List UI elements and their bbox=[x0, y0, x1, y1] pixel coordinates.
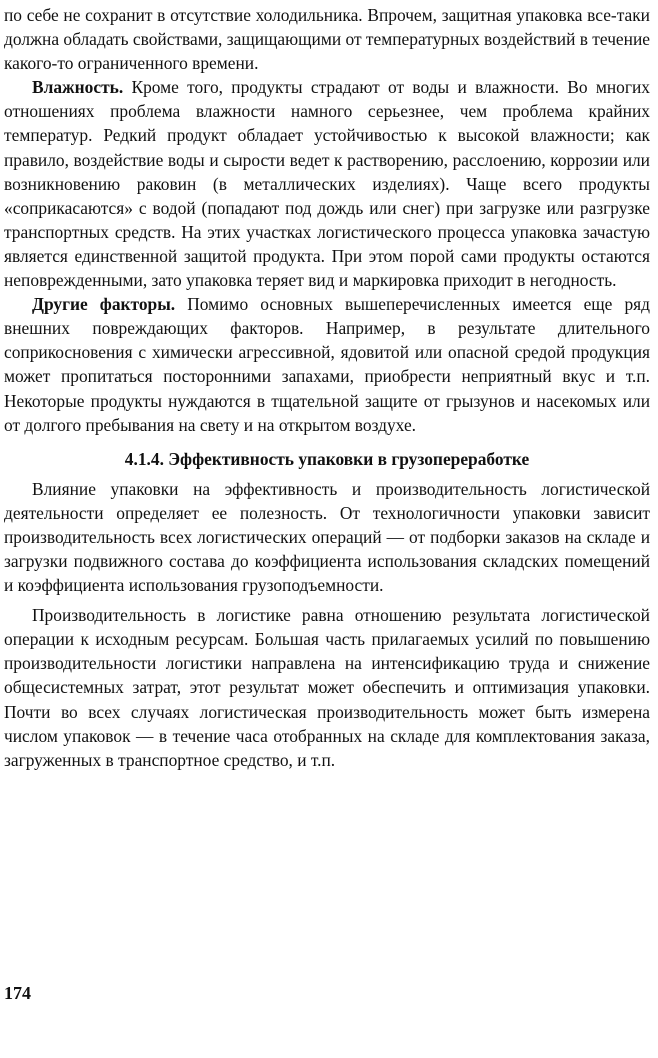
paragraph-text: Кроме того, продукты страдают от воды и влажности. Во многих отношениях проблема влажности намного серьезнее, чем проблема крайних температур. Редкий продукт обладает устойчивостью к высокой влажности; как правило, воздействие воды и сырости ведет к растворению, расслоению, коррозии или возникновению раковин (в металлических изделиях). Чаще всего продукты «соприкасаются» с водой (попадают под дождь или снег) при загрузке или разгрузке транспортных средств. На этих участках логистического процесса упаковка зачастую является единственной защитой продукта. При этом порой сами продукты остаются неповрежденными, зато упаковка теряет вид и маркировка приходит в негодность. bbox=[4, 77, 650, 291]
paragraph-other-factors bbox=[4, 292, 650, 437]
paragraph-text: по себе не сохранит в отсутствие холодильника. Впрочем, защитная упаковка все-таки должна обладать свойствами, защищающими от температурных воздействий в течение какого-то ограниченного времени. bbox=[4, 5, 650, 74]
run-in-heading-other-factors: Другие факторы. bbox=[32, 294, 176, 315]
paragraph-humidity bbox=[4, 75, 650, 292]
section-heading: 4.1.4. Эффективность упаковки в грузопереработке bbox=[124, 448, 530, 469]
paragraph-text: Помимо основных вышеперечисленных имеется еще ряд внешних повреждающих факторов. Например, в результате длительного соприкосновения с химически агрессивной, ядовитой или опасной средой продукция может пропитаться посторонними запахами, приобрести неприятный вкус и т.п. Некоторые продукты нуждаются в тщательной защите от грызунов и насекомых или от долгого пребывания на свету и на открытом воздухе. bbox=[4, 294, 650, 435]
page-number: 174 bbox=[4, 983, 31, 1003]
run-in-heading-humidity: Влажность. bbox=[32, 77, 124, 98]
paragraph-productivity bbox=[4, 603, 650, 772]
paragraph-text: Производительность в логистике равна отношению результата логистической операции к исходным ресурсам. Большая часть прилагаемых усилий по повышению производительности логистики направлена на интенсификацию труда и снижение общесистемных затрат, этот результат может обеспечить и оптимизация упаковки. Почти во всех случаях логистическая производительность может быть измерена числом упаковок — в течение часа отобранных на складе для комплектования заказа, загруженных в транспортное средство, и т.п. bbox=[4, 605, 650, 770]
paragraph-text: Влияние упаковки на эффективность и производительность логистической деятельности определяет ее полезность. От технологичности упаковки зависит производительность всех логистических операций — от подборки заказов на складе и загрузки подвижного состава до коэффициента использования складских помещений и коэффициента использования грузоподъемности. bbox=[4, 478, 650, 596]
paragraph-continuation bbox=[4, 3, 650, 75]
paragraph-packaging-influence bbox=[4, 477, 650, 597]
